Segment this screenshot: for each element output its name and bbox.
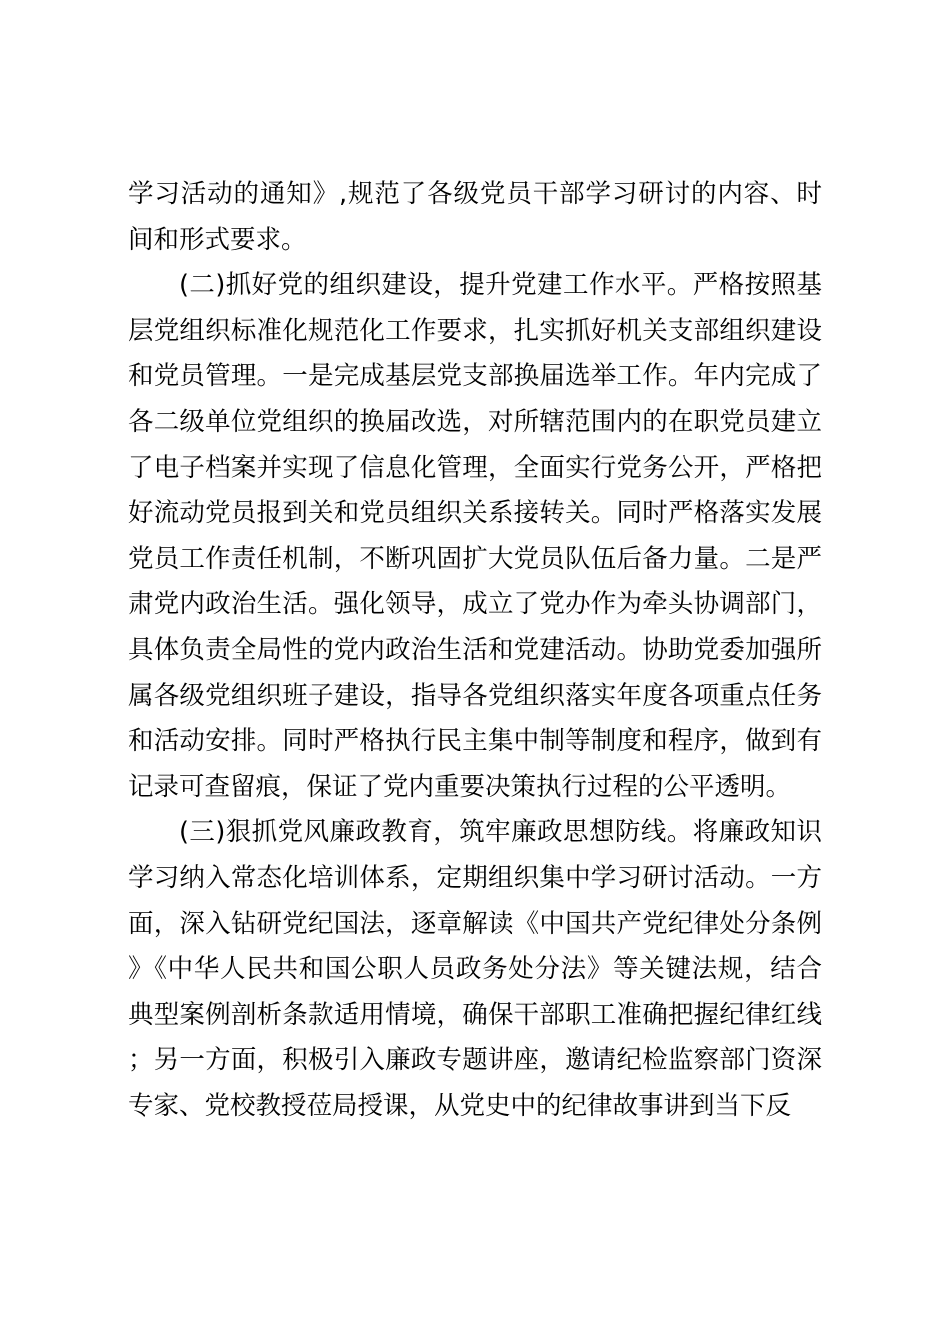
document-body [128,172,822,1129]
paragraph-clean-governance: (三)狠抓党风廉政教育，筑牢廉政思想防线。将廉政知识学习纳入常态化培训体系，定期组织集中学习研讨活动。一方面，深入钻研党纪国法，逐章解读《中国共产党纪律处分条例》《中华人民共和国公职人员政务处分法》等关键法规，结合典型案例剖析条款适用情境，确保干部职工准确把握纪律红线；另一方面，积极引入廉政专题讲座，邀请纪检监察部门资深专家、党校教授莅局授课，从党史中的纪律故事讲到当下反 [128,817,822,1121]
paragraph-continuation: 学习活动的通知》,规范了各级党员干部学习研讨的内容、时间和形式要求。 [128,179,822,255]
paragraph-party-organization: (二)抓好党的组织建设，提升党建工作水平。严格按照基层党组织标准化规范化工作要求，扎实抓好机关支部组织建设和党员管理。一是完成基层党支部换届选举工作。年内完成了各二级单位党组织的换届改选，对所辖范围内的在职党员建立了电子档案并实现了信息化管理，全面实行党务公开，严格把好流动党员报到关和党员组织关系接转关。同时严格落实发展党员工作责任机制，不断巩固扩大党员队伍后备力量。二是严肃党内政治生活。强化领导，成立了党办作为牵头协调部门，具体负责全局性的党内政治生活和党建活动。协助党委加强所属各级党组织班子建设，指导各党组织落实年度各项重点任务和活动安排。同时严格执行民主集中制等制度和程序，做到有记录可查留痕，保证了党内重要决策执行过程的公平透明。 [128,270,822,802]
